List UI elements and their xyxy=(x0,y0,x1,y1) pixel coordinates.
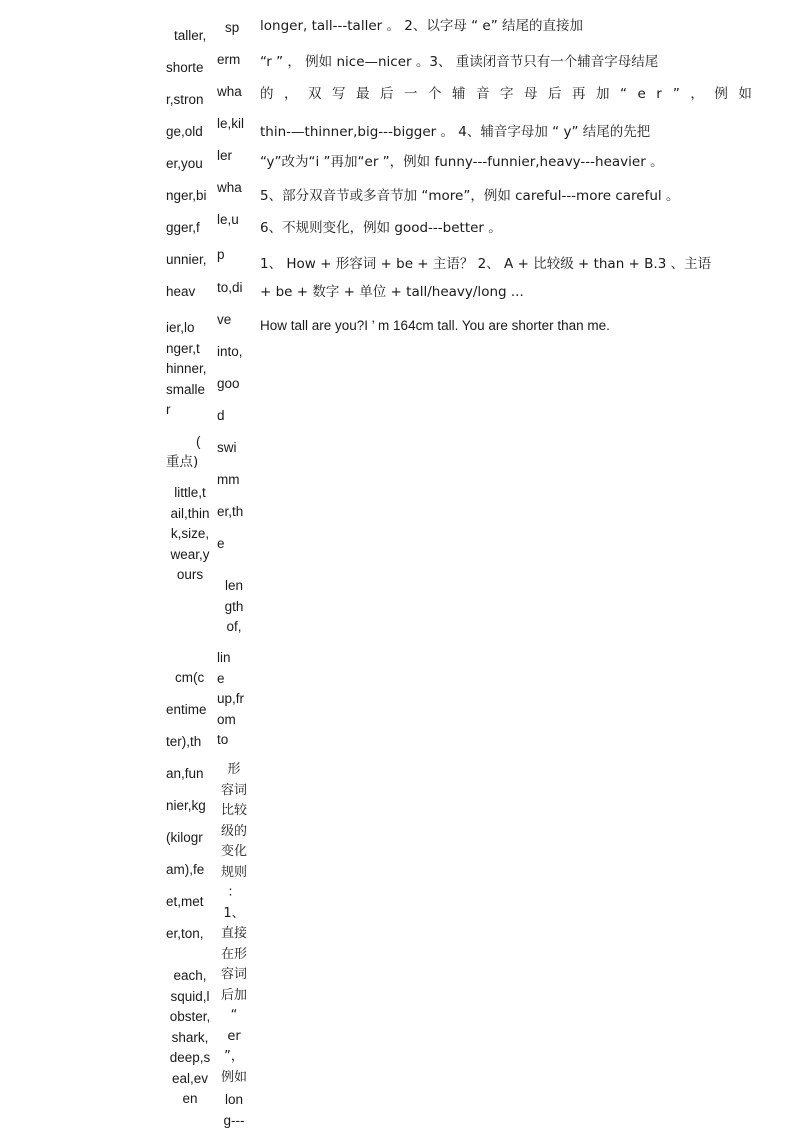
vocab-fragment: er,th xyxy=(217,504,244,519)
vocab-fragment: wha xyxy=(217,84,242,99)
vocab-fragment: mm xyxy=(217,472,240,487)
vocab-fragment: lon g--- xyxy=(223,1092,245,1128)
vocab-fragment: shorte xyxy=(166,60,204,75)
vocab-fragment: unnier, xyxy=(166,252,207,267)
vocab-fragment: sp xyxy=(225,20,240,35)
example-sentence: How tall are you?I ’ m 164cm tall. You are shorter than me. xyxy=(260,318,610,333)
vocab-fragment: goo xyxy=(217,376,240,391)
vocab-fragment: to,di xyxy=(217,280,243,295)
vocab-fragment: ( xyxy=(196,434,201,449)
vocab-fragment: each, squid,l obster, shark, deep,s eal,ev en xyxy=(169,968,211,1106)
vocab-fragment: nier,kg xyxy=(166,798,206,813)
comparative-rules-note: 形 容词 比较 级的 变化 规则 ： 1、 直接 在形 容词 后加 “ er ”， 例如 xyxy=(220,762,247,1085)
grammar-line: 的，双写最后一个辅音字母后再加“er”，例如 xyxy=(260,86,763,102)
vocab-fragment: len gth of, xyxy=(224,578,244,634)
vocab-fragment: er,ton, xyxy=(166,926,204,941)
key-point-label: 重点) xyxy=(166,454,199,470)
vocab-fragment: lin e up,fr om to xyxy=(217,650,245,747)
vocab-fragment: into, xyxy=(217,344,243,359)
vocab-fragment: cm(c xyxy=(175,670,205,685)
vocab-fragment: wha xyxy=(217,180,242,195)
vocab-fragment: (kilogr xyxy=(166,830,203,845)
vocab-fragment: gger,f xyxy=(166,220,200,235)
vocab-fragment: heav xyxy=(166,284,196,299)
grammar-line: 5、部分双音节或多音节加 “more”，例如 careful---more careful 。 xyxy=(260,188,680,204)
vocab-fragment: taller, xyxy=(174,28,207,43)
vocab-fragment: et,met xyxy=(166,894,204,909)
vocab-fragment: d xyxy=(217,408,225,423)
vocab-fragment: nger,bi xyxy=(166,188,207,203)
vocab-fragment: p xyxy=(217,247,225,262)
vocab-fragment: am),fe xyxy=(166,862,205,877)
vocab-fragment: entime xyxy=(166,702,207,717)
grammar-line: “y”改为“i ”再加“er ”，例如 funny---funnier,heavy---heavier 。 xyxy=(260,154,664,170)
vocab-fragment: le,u xyxy=(217,212,239,227)
sentence-pattern-line: 1、 How + 形容词 + be + 主语？ 2、 A + 比较级 + than + B.3 、主语 xyxy=(260,256,712,272)
grammar-line: 6、不规则变化，例如 good---better 。 xyxy=(260,220,502,236)
vocab-fragment: e xyxy=(217,536,225,551)
vocab-fragment: ve xyxy=(217,312,232,327)
vocab-fragment: ier,lo nger,t hinner, smalle r xyxy=(166,320,207,417)
vocab-fragment: an,fun xyxy=(166,766,204,781)
vocab-fragment: le,kil xyxy=(217,116,245,131)
sentence-pattern-line: + be + 数字 + 单位 + tall/heavy/long ... xyxy=(260,284,524,300)
vocab-fragment: little,t ail,thin k,size, wear,y ours xyxy=(170,485,210,582)
vocab-fragment: ler xyxy=(217,148,233,163)
grammar-line: “r ” ， 例如 nice—nicer 。3、 重读闭音节只有一个辅音字母结尾 xyxy=(260,54,659,70)
vocab-fragment: r,stron xyxy=(166,92,204,107)
vocab-fragment: ter),th xyxy=(166,734,202,749)
vocab-fragment: er,you xyxy=(166,156,203,171)
vocab-fragment: swi xyxy=(217,440,237,455)
vocab-fragment: ge,old xyxy=(166,124,203,139)
vocab-fragment: erm xyxy=(217,52,241,67)
grammar-line: longer, tall---taller 。 2、以字母 “ e” 结尾的直接加 xyxy=(260,18,584,34)
grammar-line: thin-—thinner,big---bigger 。 4、辅音字母加 “ y” 结尾的先把 xyxy=(260,124,651,140)
